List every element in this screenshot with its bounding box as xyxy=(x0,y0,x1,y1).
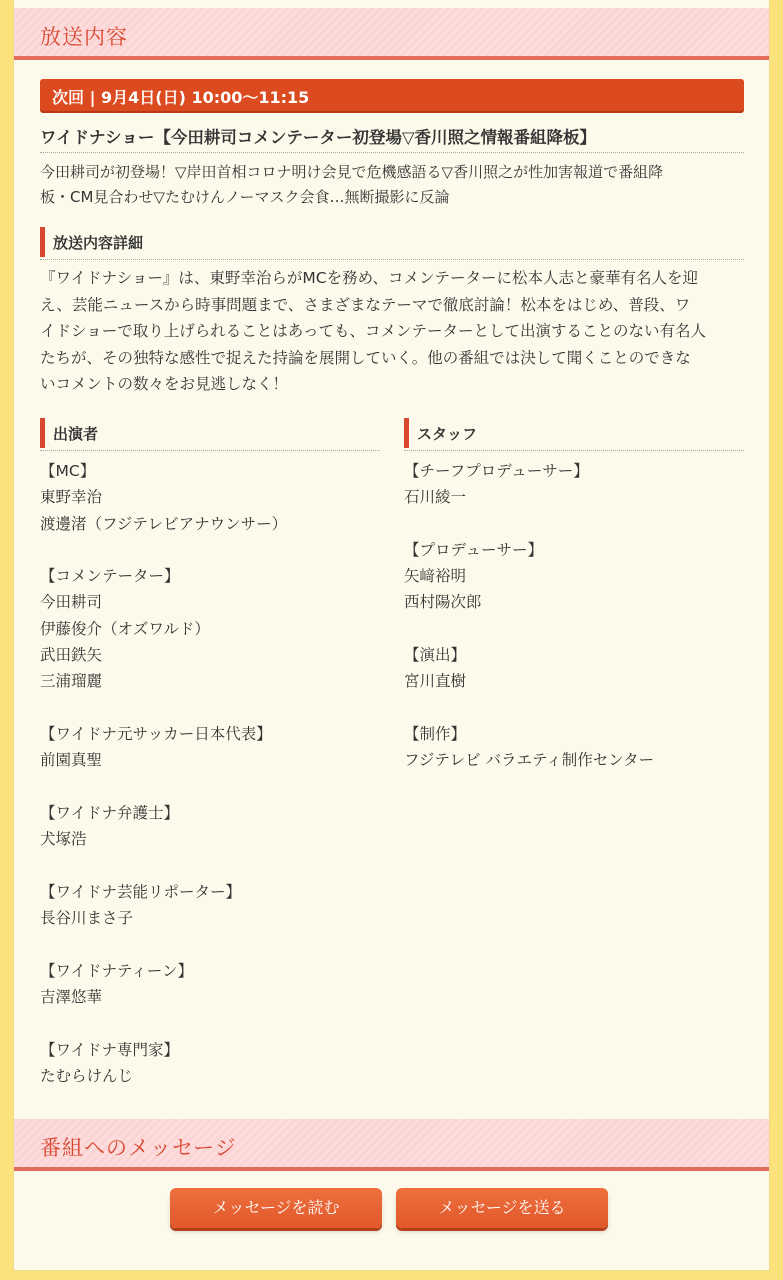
role-label: 【ワイドナ弁護士】 xyxy=(40,803,180,822)
person-name: 前園真聖 xyxy=(40,751,103,770)
role-label: 【ワイドナ元サッカー日本代表】 xyxy=(40,724,272,743)
detail-line: イドショーで取り上げられることはあっても、コメンテーターとして出演することのない有名人 xyxy=(40,322,707,340)
cast-heading-label: 出演者 xyxy=(53,425,99,443)
detail-heading xyxy=(40,227,744,257)
detail-heading-label: 放送内容詳細 xyxy=(53,234,144,252)
send-message-button[interactable]: メッセージを送る xyxy=(396,1188,608,1228)
next-broadcast-bar xyxy=(40,79,744,111)
detail-line: たちが、その独特な感性で捉えた持論を展開していく。他の番組では決して聞くことのできな xyxy=(40,348,691,367)
list-spacer xyxy=(40,537,390,563)
person-name: 東野幸治 xyxy=(40,488,103,507)
role-label: 【チーフプロデューサー】 xyxy=(404,462,589,480)
role-label: 【MC】 xyxy=(40,462,96,480)
role-label: 【制作】 xyxy=(404,724,467,743)
staff-divider xyxy=(404,450,744,451)
cast-heading xyxy=(40,418,380,448)
summary-line: 板・CM見合わせ▽たむけんノーマスク会食…無断撮影に反論 xyxy=(40,188,450,206)
cast-divider xyxy=(40,450,380,451)
content-panel xyxy=(14,0,769,1270)
detail-line: 『ワイドナショー』は、東野幸治らがMCを務め、コメンテーターに松本人志と豪華有名人を迎 xyxy=(40,269,698,287)
program-summary xyxy=(40,160,750,210)
role-label: 【コメンテーター】 xyxy=(40,567,180,586)
list-spacer xyxy=(40,774,390,800)
message-section-title: 番組へのメッセージ xyxy=(40,1136,237,1160)
list-spacer xyxy=(40,695,390,721)
person-name: 宮川直樹 xyxy=(404,672,467,691)
role-label: 【演出】 xyxy=(404,646,467,665)
list-spacer xyxy=(40,852,390,878)
role-label: 【ワイドナ芸能リポーター】 xyxy=(40,882,242,901)
list-spacer xyxy=(40,1010,390,1036)
person-name: 武田鉄矢 xyxy=(40,646,103,665)
heading-accent-bar xyxy=(40,418,45,448)
staff-heading xyxy=(404,418,744,448)
person-name: 犬塚浩 xyxy=(40,830,87,849)
role-label: 【プロデューサー】 xyxy=(404,540,544,559)
person-name: 長谷川まさ子 xyxy=(40,909,134,928)
role-label: 【ワイドナティーン】 xyxy=(40,961,193,980)
summary-line: 今田耕司が初登場！▽岸田首相コロナ明け会見で危機感語る▽香川照之が性加害報道で番組降 xyxy=(40,163,664,181)
program-title: ワイドナショー【今田耕司コメンテーター初登場▽香川照之情報番組降板】 xyxy=(40,128,597,147)
read-messages-button[interactable]: メッセージを読む xyxy=(170,1188,382,1228)
next-broadcast-label: 次回 | 9月4日(日) 10:00〜11:15 xyxy=(52,88,310,107)
person-name: 今田耕司 xyxy=(40,593,103,612)
staff-list xyxy=(404,458,754,774)
person-name: 渡邊渚（フジテレビアナウンサー） xyxy=(40,514,288,533)
list-spacer xyxy=(404,511,754,537)
detail-divider xyxy=(40,259,744,260)
role-label: 【ワイドナ専門家】 xyxy=(40,1040,180,1059)
person-name: 吉澤悠華 xyxy=(40,987,103,1006)
person-name: 石川綾一 xyxy=(404,488,467,507)
program-detail xyxy=(40,265,750,398)
list-spacer xyxy=(404,695,754,721)
broadcast-section-header xyxy=(14,8,769,60)
list-spacer xyxy=(40,931,390,957)
heading-accent-bar xyxy=(404,418,409,448)
person-name: たむらけんじ xyxy=(40,1066,134,1085)
detail-line: いコメントの数々をお見逃しなく！ xyxy=(40,375,289,393)
staff-heading-label: スタッフ xyxy=(417,425,478,443)
person-name: 三浦瑠麗 xyxy=(40,672,103,691)
broadcast-section-title: 放送内容 xyxy=(40,25,128,49)
detail-line: え、芸能ニュースから時事問題まで、さまざまなテーマで徹底討論！松本をはじめ、普段、ワ xyxy=(40,295,691,314)
title-divider xyxy=(40,152,744,153)
person-name: 矢﨑裕明 xyxy=(404,567,467,586)
cast-list xyxy=(40,458,390,1089)
person-name: 伊藤俊介（オズワルド） xyxy=(40,619,210,638)
heading-accent-bar xyxy=(40,227,45,257)
person-name: 西村陽次郎 xyxy=(404,593,482,612)
list-spacer xyxy=(404,616,754,642)
message-section-header xyxy=(14,1119,769,1171)
person-name: フジテレビ バラエティ制作センター xyxy=(404,751,655,770)
